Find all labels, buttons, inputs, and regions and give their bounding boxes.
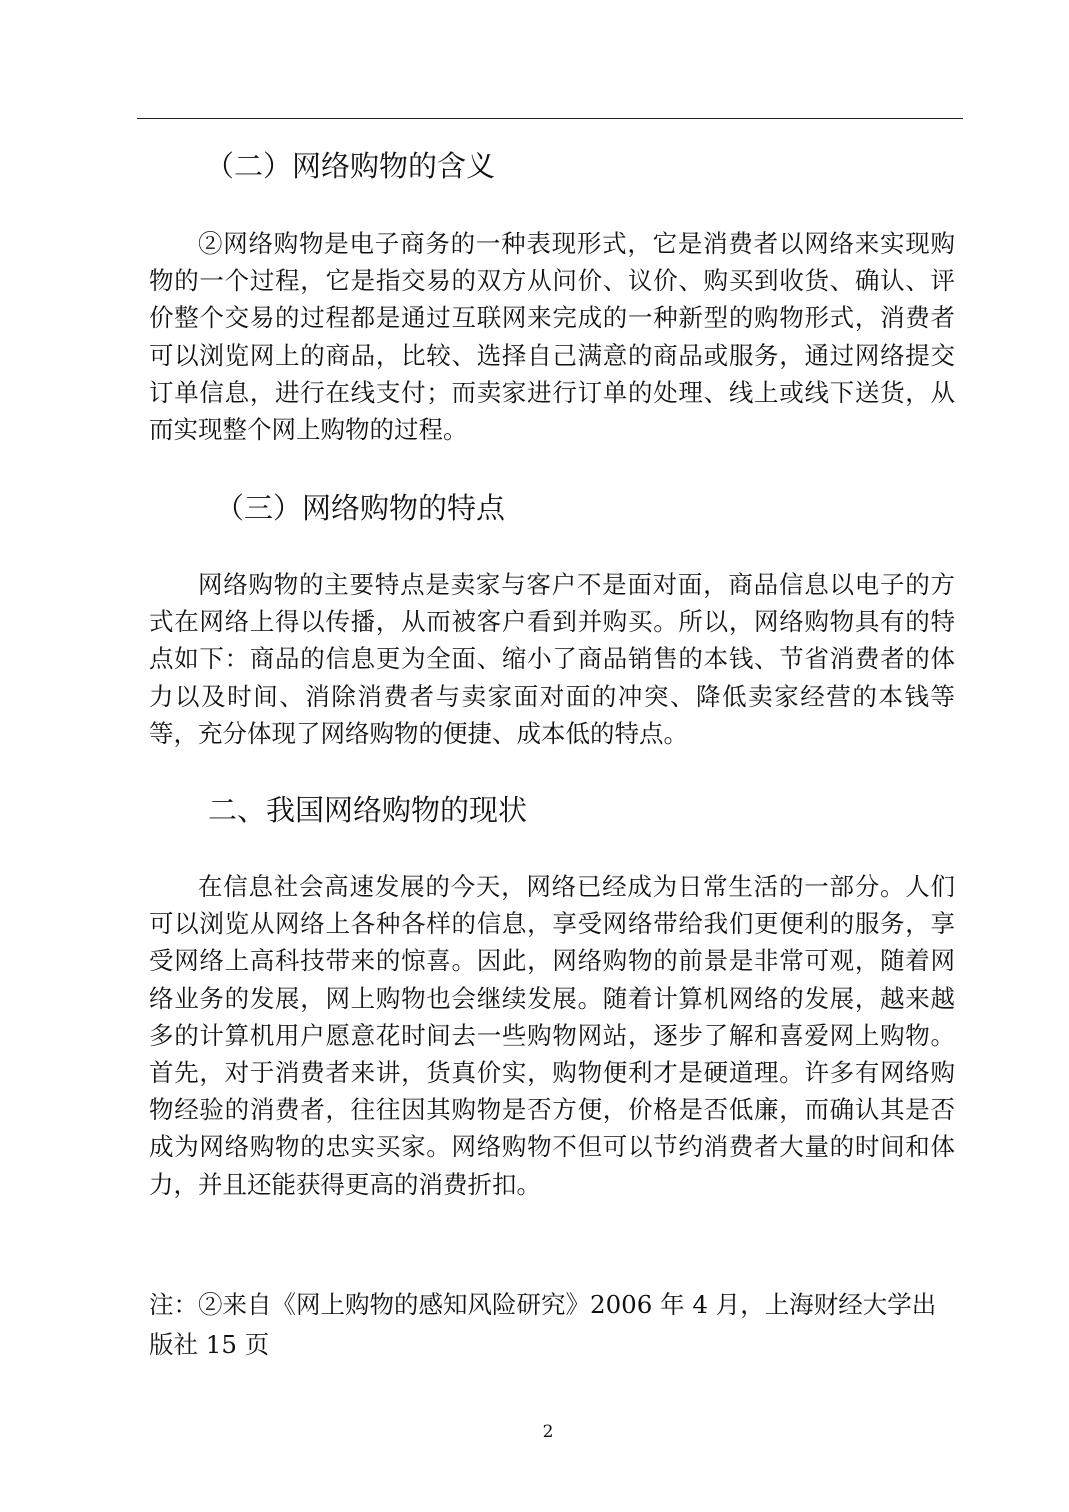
footnote: 注：②来自《网上购物的感知风险研究》2006 年 4 月，上海财经大学出版社 15 页 — [149, 1290, 937, 1359]
paragraph-meaning: ②网络购物是电子商务的一种表现形式，它是消费者以网络来实现购物的一个过程，它是指交易的双方从问价、议价、购买到收货、确认、评价整个交易的过程都是通过互联网来完成的一种新型的购物形式，消费者可以浏览网上的商品，比较、选择自己满意的商品或服务，通过网络提交订单信息，进行在线支付；而卖家进行订单的处理、线上或线下送货，从而实现整个网上购物的过程。 — [149, 229, 955, 445]
page-number: 2 — [542, 1422, 554, 1442]
paragraph-features: 网络购物的主要特点是卖家与客户不是面对面，商品信息以电子的方式在网络上得以传播，从而被客户看到并购买。所以，网络购物具有的特点如下：商品的信息更为全面、缩小了商品销售的本钱、节省消费者的体力以及时间、消除消费者与卖家面对面的冲突、降低卖家经营的本钱等等，充分体现了网络购物的便捷、成本低的特点。 — [149, 570, 955, 748]
section-heading-features: （三）网络购物的特点 — [215, 491, 506, 525]
paragraph-status: 在信息社会高速发展的今天，网络已经成为日常生活的一部分。人们可以浏览从网络上各种各样的信息，享受网络带给我们更便利的服务，享受网络上高科技带来的惊喜。因此，网络购物的前景是非常可观，随着网络业务的发展，网上购物也会继续发展。随着计算机网络的发展，越来越多的计算机用户愿意花时间去一些购物网站，逐步了解和喜爱网上购物。首先，对于消费者来讲，货真价实，购物便利才是硬道理。许多有网络购物经验的消费者，往往因其购物是否方便，价格是否低廉，而确认其是否成为网络购物的忠实买家。网络购物不但可以节约消费者大量的时间和体力，并且还能获得更高的消费折扣。 — [149, 872, 955, 1199]
section-heading-meaning: （二）网络购物的含义 — [205, 149, 496, 183]
section-heading-status: 二、我国网络购物的现状 — [208, 793, 528, 827]
header-rule — [137, 118, 963, 119]
